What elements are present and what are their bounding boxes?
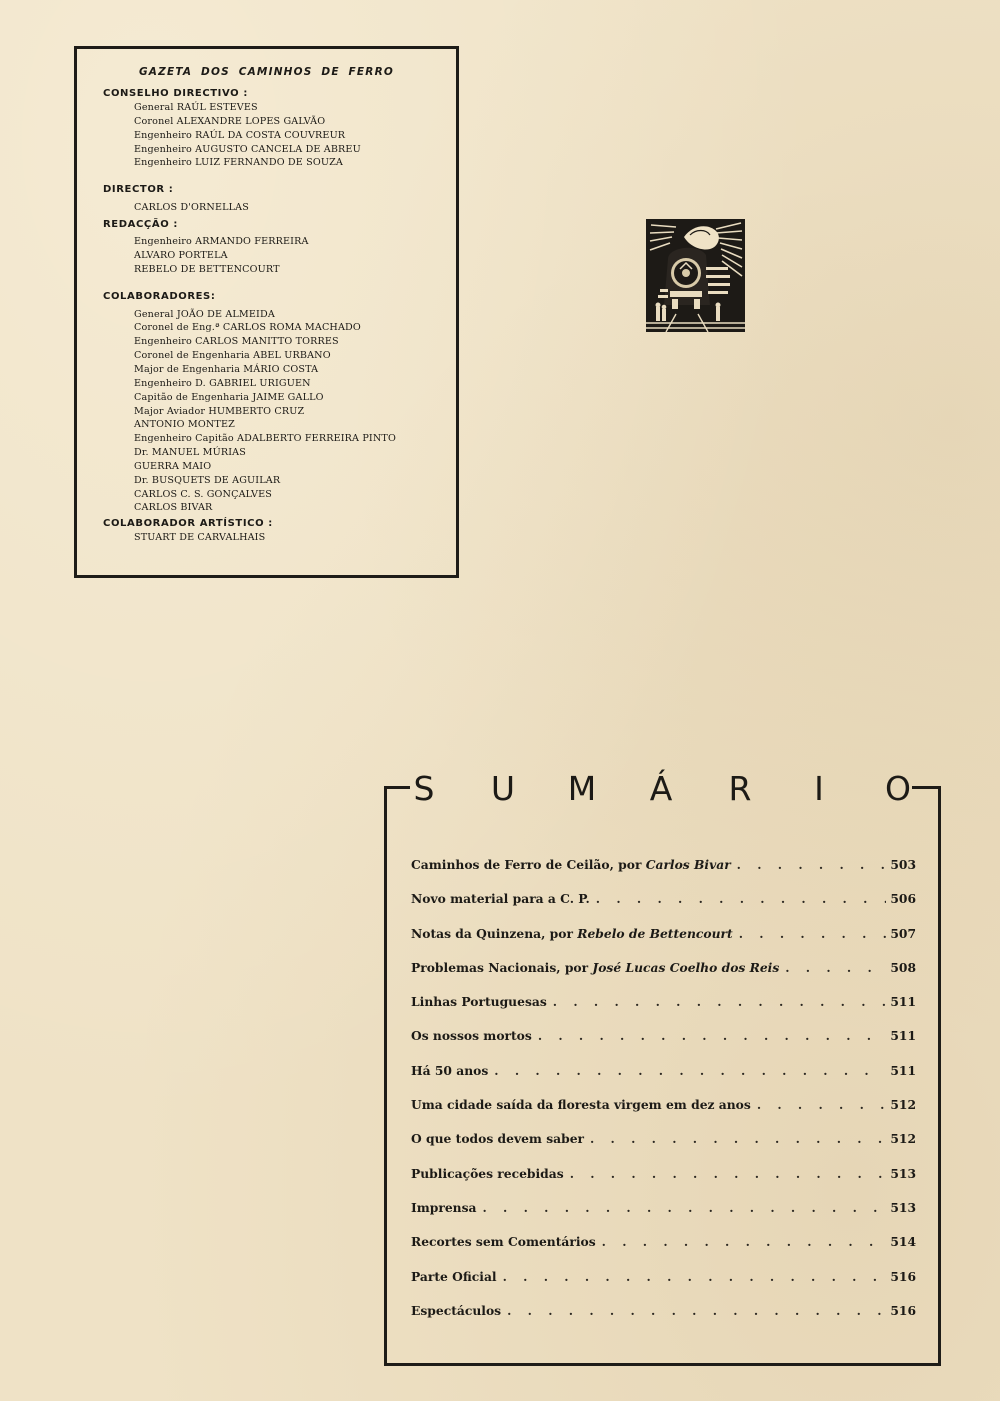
toc-leader-dots — [494, 1061, 886, 1081]
colaborador: Major de Engenharia MÁRIO COSTA — [134, 363, 319, 375]
toc-entry-title — [411, 1301, 501, 1321]
colaborador: CARLOS C. S. GONÇALVES — [134, 488, 273, 500]
toc-entry-page: 511 — [890, 994, 916, 1010]
toc-entry-author: Rebelo de Bettencourt — [577, 925, 733, 941]
toc-entry[interactable] — [411, 1129, 916, 1163]
colaboradores-list — [103, 308, 450, 516]
conselho-member: Engenheiro AUGUSTO CANCELA DE ABREU — [134, 143, 361, 155]
sumario-top-rule-right — [912, 786, 941, 789]
sumario-title-letter: R — [728, 768, 752, 808]
director-list — [103, 201, 450, 215]
toc-entry-title-text: Caminhos de Ferro de Ceilão, por — [411, 857, 642, 872]
toc-entry-title-text: Novo material para a C. P. — [411, 891, 590, 907]
colaborador: Engenheiro Capitão ADALBERTO FERREIRA PINTO — [134, 433, 396, 445]
toc-entry-title — [411, 958, 779, 978]
colaborador: GUERRA MAIO — [134, 460, 212, 472]
toc-entry-page: 506 — [890, 891, 916, 907]
toc-leader-dots — [507, 1301, 886, 1321]
toc-entry-title-text: Os nossos mortos — [411, 1028, 532, 1044]
toc-entry-title-text: Imprensa — [411, 1199, 477, 1215]
toc-entry[interactable] — [411, 924, 916, 958]
toc-entry-page: 516 — [890, 1302, 916, 1318]
sumario-title-letter: Á — [649, 768, 673, 808]
colaborador: Dr. MANUEL MÚRIAS — [134, 447, 246, 459]
toc-entry-title — [411, 1061, 488, 1081]
toc-entry-title-text: Recortes sem Comentários — [411, 1234, 596, 1250]
toc-entry-author: José Lucas Coelho dos Reis — [592, 959, 780, 975]
toc-entry[interactable] — [411, 1198, 916, 1232]
redaccao-member: ALVARO PORTELA — [134, 249, 228, 261]
toc-entry-page: 511 — [890, 1028, 916, 1044]
toc-entry-page: 512 — [890, 1131, 916, 1147]
table-of-contents — [411, 855, 916, 1335]
toc-entry-title — [411, 992, 547, 1012]
colaborador-artistico-list — [103, 531, 450, 545]
toc-entry-title-text: Espectáculos — [411, 1302, 502, 1318]
toc-entry-page: 512 — [890, 1097, 916, 1113]
toc-leader-dots — [503, 1267, 886, 1287]
toc-leader-dots — [570, 1164, 886, 1184]
toc-entry-page: 513 — [890, 1165, 916, 1181]
sumario-title-letter: M — [567, 768, 597, 808]
colaborador: Engenheiro D. GABRIEL URIGUEN — [134, 377, 311, 389]
colaborador: Engenheiro CARLOS MANITTO TORRES — [134, 336, 339, 348]
toc-entry-title — [411, 1095, 751, 1115]
toc-entry-title — [411, 1232, 596, 1252]
toc-entry-title — [411, 924, 733, 944]
toc-entry-title — [411, 889, 590, 909]
toc-entry-title — [411, 1129, 584, 1149]
sumario-top-rule-left — [384, 786, 410, 789]
conselho-directivo-heading: CONSELHO DIRECTIVO : — [103, 88, 248, 99]
toc-entry-page: 513 — [890, 1199, 916, 1215]
toc-leader-dots — [757, 1095, 886, 1115]
colaborador: Major Aviador HUMBERTO CRUZ — [134, 405, 305, 417]
toc-leader-dots — [737, 855, 886, 875]
conselho-member: Coronel ALEXANDRE LOPES GALVÃO — [134, 115, 326, 127]
toc-leader-dots — [739, 924, 886, 944]
colaboradores-heading: COLABORADORES: — [103, 290, 216, 302]
toc-entry-page: 516 — [890, 1268, 916, 1284]
toc-entry[interactable] — [411, 1301, 916, 1335]
redaccao-heading: REDACÇÃO : — [103, 219, 178, 231]
toc-entry-title-text: Notas da Quinzena, por — [411, 925, 573, 941]
toc-entry-title-text: Uma cidade saída da floresta virgem em dez anos — [411, 1097, 751, 1113]
colaborador: General JOÃO DE ALMEIDA — [134, 308, 275, 320]
masthead-title: GAZETA DOS CAMINHOS DE FERRO — [138, 66, 394, 78]
toc-entry[interactable] — [411, 889, 916, 923]
director-heading: DIRECTOR : — [103, 184, 174, 196]
masthead-box — [74, 46, 459, 578]
toc-leader-dots — [785, 958, 886, 978]
toc-leader-dots — [483, 1198, 887, 1218]
sumario-title-letter: O — [885, 768, 911, 808]
colaborador-artistico-heading: COLABORADOR ARTÍSTICO : — [103, 518, 273, 530]
toc-entry[interactable] — [411, 1164, 916, 1198]
colaborador: Coronel de Engenharia ABEL URBANO — [134, 350, 331, 362]
toc-entry-page: 503 — [890, 857, 916, 872]
conselho-member: Engenheiro LUIZ FERNANDO DE SOUZA — [134, 157, 343, 169]
toc-entry-title-text: Problemas Nacionais, por — [411, 959, 589, 975]
sumario-title-letter: U — [490, 768, 516, 808]
toc-entry-page: 508 — [890, 959, 916, 975]
toc-entry[interactable] — [411, 1232, 916, 1266]
colaborador: Capitão de Engenharia JAIME GALLO — [134, 391, 324, 403]
toc-entry[interactable] — [411, 1026, 916, 1060]
conselho-member: General RAÚL ESTEVES — [134, 102, 258, 113]
colaborador: CARLOS BIVAR — [134, 502, 213, 514]
sumario-title-letter: I — [814, 768, 824, 808]
toc-entry-title-text: O que todos devem saber — [411, 1131, 584, 1147]
masthead-body — [103, 87, 450, 545]
redaccao-list — [103, 235, 450, 277]
toc-entry-title — [411, 1267, 497, 1287]
toc-entry[interactable] — [411, 855, 916, 889]
colaborador-artistico: STUART DE CARVALHAIS — [134, 532, 266, 544]
toc-entry-title-text: Parte Oficial — [411, 1268, 497, 1284]
toc-entry-author: Carlos Bivar — [645, 857, 731, 872]
colaborador: Dr. BUSQUETS DE AGUILAR — [134, 474, 281, 486]
toc-leader-dots — [602, 1232, 886, 1252]
toc-leader-dots — [538, 1026, 886, 1046]
toc-entry[interactable] — [411, 1061, 916, 1095]
toc-entry-page: 514 — [890, 1234, 916, 1250]
redaccao-member: Engenheiro ARMANDO FERREIRA — [134, 236, 309, 248]
toc-leader-dots — [596, 889, 886, 909]
sumario-title-letter: S — [413, 768, 435, 808]
colaborador: ANTONIO MONTEZ — [134, 419, 235, 431]
toc-entry[interactable] — [411, 958, 916, 992]
toc-entry-title-text: Há 50 anos — [411, 1062, 489, 1078]
redaccao-member: REBELO DE BETTENCOURT — [134, 263, 280, 275]
toc-entry-title — [411, 1026, 532, 1046]
toc-entry-title-text: Publicações recebidas — [411, 1165, 564, 1181]
toc-entry-page: 507 — [890, 925, 916, 941]
toc-entry-title — [411, 1164, 564, 1184]
toc-entry[interactable] — [411, 1267, 916, 1301]
toc-entry-title — [411, 855, 731, 875]
toc-entry[interactable] — [411, 992, 916, 1026]
director-name: CARLOS D'ORNELLAS — [134, 202, 249, 214]
toc-entry-title-text: Linhas Portuguesas — [411, 994, 547, 1010]
toc-entry[interactable] — [411, 1095, 916, 1129]
toc-leader-dots — [590, 1129, 886, 1149]
conselho-member: Engenheiro RAÚL DA COSTA COUVREUR — [134, 129, 346, 141]
conselho-directivo-list — [103, 101, 450, 170]
toc-leader-dots — [553, 992, 886, 1012]
toc-entry-page: 511 — [890, 1062, 916, 1078]
sumario-title — [409, 769, 913, 807]
toc-entry-title — [411, 1198, 477, 1218]
locomotive-vignette-icon — [646, 219, 745, 332]
colaborador: Coronel de Eng.ª CARLOS ROMA MACHADO — [134, 322, 361, 334]
